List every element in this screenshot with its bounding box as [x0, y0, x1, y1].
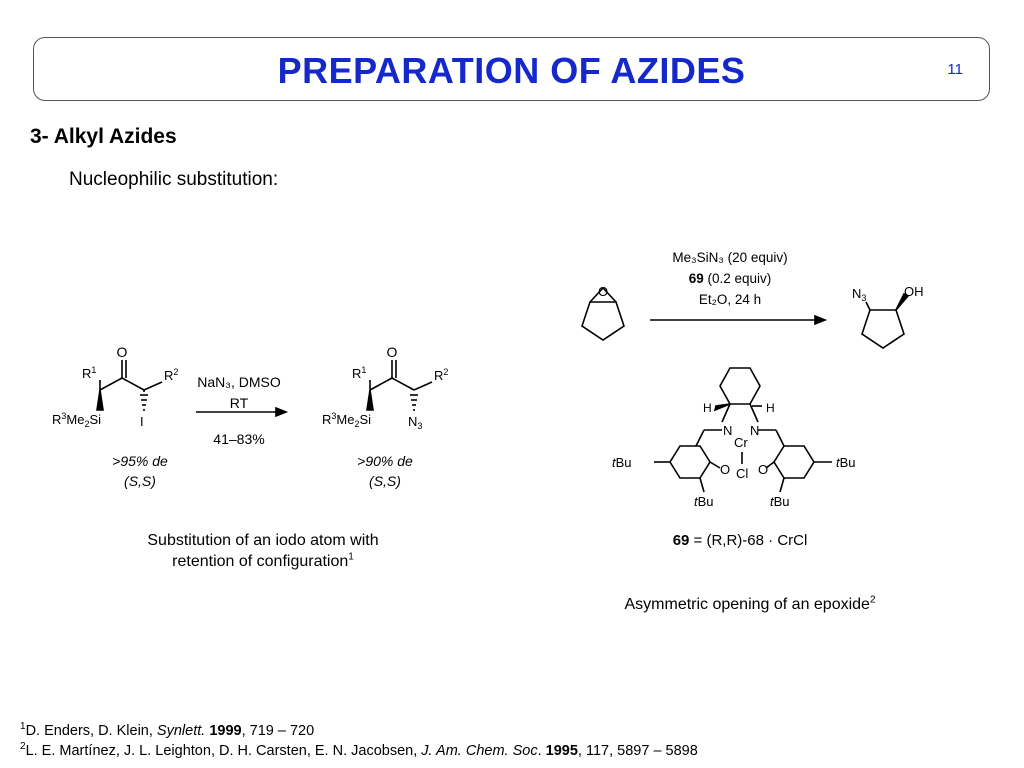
reference-item — [20, 721, 698, 741]
section-heading: 3- Alkyl Azides — [30, 125, 177, 148]
catalyst-label-formula: (R,R)-68 · CrCl — [706, 532, 808, 549]
svg-text:O: O — [386, 344, 398, 360]
slide-title: PREPARATION OF AZIDES — [277, 50, 746, 91]
svg-text:Cl: Cl — [736, 466, 749, 481]
svg-text:N: N — [723, 423, 733, 438]
svg-text:R1: $R^1$ — [352, 365, 367, 381]
svg-text:N: N — [750, 423, 760, 438]
ref-journal: Synlett. — [156, 723, 206, 739]
product-config: (S,S) — [369, 473, 401, 489]
svg-text:R2: $R^2$ — [434, 367, 449, 383]
caption-line-2: retention of configuration — [172, 553, 349, 570]
title-banner — [33, 37, 990, 101]
salen-cr-catalyst-structure — [612, 368, 856, 509]
scheme1-reagent: NaN₃, DMSO — [197, 374, 281, 390]
caption-text: Asymmetric opening of an epoxide — [624, 596, 870, 613]
svg-text:N3: $N_3$ — [408, 414, 423, 431]
svg-text:tBu: tBu — [612, 455, 632, 470]
scheme1-yield: 41–83% — [213, 431, 265, 447]
sm-config: (S,S) — [124, 473, 156, 489]
svg-text:tBu: tBu — [836, 455, 856, 470]
catalyst-label: 69 = (R,R)-68 · CrCl — [672, 532, 808, 549]
caption-ref: 1 — [348, 551, 354, 563]
slide-number: 11 — [947, 61, 963, 78]
svg-text:R3Me2Si: $R^3Me_2Si$ — [322, 411, 372, 429]
svg-text:R2: $R^2$ — [164, 367, 179, 383]
svg-text:I: I — [140, 414, 144, 429]
caption-ref: 2 — [869, 594, 876, 606]
ref-number: 1 — [20, 721, 26, 733]
svg-text:R1: $R^1$ — [82, 365, 97, 381]
catalyst-label-number: 69 — [672, 532, 690, 549]
ref-authors: L. E. Martínez, J. L. Leighton, D. H. Carsten, E. N. Jacobsen, — [25, 743, 422, 759]
ref-year: 1995 — [545, 743, 578, 759]
subsection-heading: Nucleophilic substitution: — [69, 169, 279, 190]
scheme2-reagent-3: Et₂O, 24 h — [698, 292, 762, 307]
azido-ketone-structure — [322, 344, 448, 431]
scheme1-conditions: RT — [229, 395, 249, 411]
reference-item: $^2$L. E. Martínez, J. L. Leighton, D. H. Carsten, E. N. Jacobsen, J. Am. Chem. Soc. 1995, 117, 5897 – 5898 — [20, 741, 698, 759]
svg-text:O: O — [598, 284, 609, 299]
svg-text:O: O — [720, 462, 731, 477]
ref-number: 2 — [20, 741, 26, 753]
ref-journal: J. Am. Chem. Soc — [421, 743, 538, 759]
svg-text:tBu: tBu — [770, 494, 790, 509]
product-de: >90% de — [357, 453, 413, 469]
ref-year: 1999 — [209, 723, 242, 739]
scheme2-caption — [580, 594, 920, 615]
scheme2-reagent-2 — [640, 271, 820, 286]
scheme1-caption — [108, 530, 418, 572]
ref-pages: , 719 – 720 — [241, 723, 315, 739]
azido-alcohol-structure — [852, 284, 924, 348]
catalyst-loading: (0.2 equiv) — [703, 271, 772, 286]
sm-de: >95% de — [112, 453, 168, 469]
caption-line-1: Substitution of an iodo atom with — [147, 532, 379, 549]
svg-text:R3Me2Si: $R^3Me_2Si$ — [52, 411, 102, 429]
svg-text:O: O — [116, 344, 128, 360]
scheme2-reagent-1: Me₃SiN₃ (20 equiv) — [672, 250, 788, 265]
epoxide-structure — [582, 284, 624, 340]
svg-text:H: H — [703, 401, 712, 415]
svg-text:tBu: tBu — [694, 494, 714, 509]
svg-text:H: H — [766, 401, 775, 415]
scheme-epoxide-opening — [570, 240, 970, 550]
iodo-ketone-structure — [52, 344, 178, 429]
svg-text:OH: OH — [904, 284, 924, 299]
svg-text:Cr: Cr — [734, 435, 748, 450]
svg-text:N3: $N_3$ — [852, 286, 867, 303]
svg-text:O: O — [758, 462, 769, 477]
ref-pages: , 117, 5897 – 5898 — [577, 743, 698, 759]
references — [20, 721, 698, 761]
ref-authors: D. Enders, D. Klein, — [25, 723, 157, 739]
catalyst-number: 69 — [688, 271, 704, 286]
